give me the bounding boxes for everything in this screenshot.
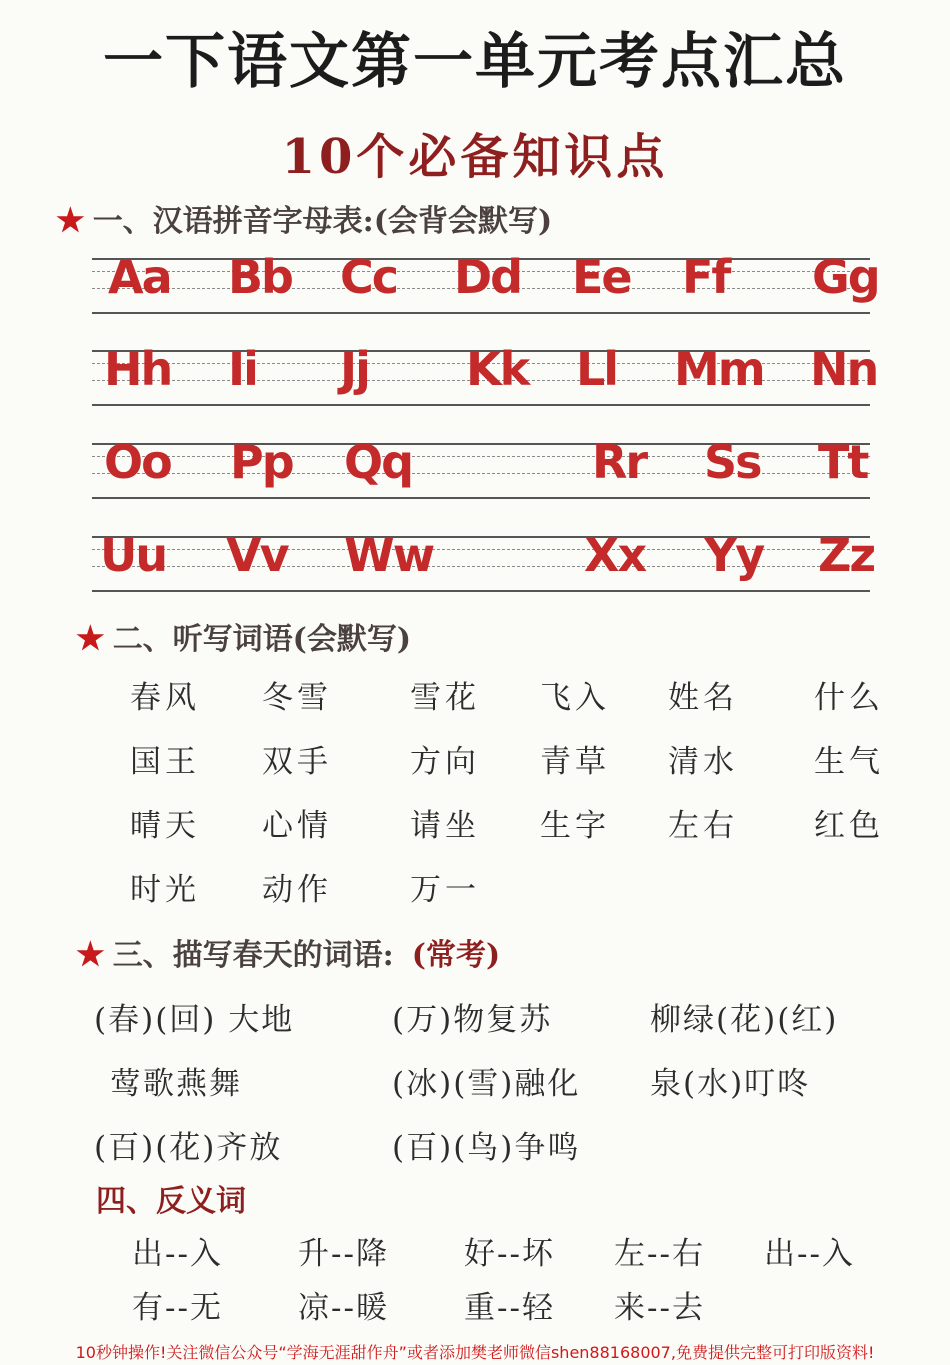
- dictation-word: 请坐: [410, 808, 480, 844]
- ruled-line: [92, 497, 870, 499]
- alphabet-letter: Hh: [104, 342, 172, 396]
- section-1-title: 一、汉语拼音字母表:(会背会默写): [92, 204, 553, 239]
- antonym-pair: 出--入: [132, 1236, 223, 1272]
- alphabet-letter: Ii: [228, 342, 257, 396]
- section-3-note: (常考): [411, 938, 501, 973]
- alphabet-letter: Yy: [704, 528, 764, 582]
- antonym-pair: 左--右: [614, 1236, 705, 1272]
- alphabet-letter: Ee: [572, 250, 631, 304]
- dictation-word: 晴天: [130, 808, 200, 844]
- alphabet-letter: Tt: [818, 435, 868, 489]
- spring-phrase: 泉(水)叮咚: [650, 1066, 811, 1102]
- alphabet-letter: Aa: [108, 250, 171, 304]
- star-icon: ★: [76, 619, 105, 657]
- dictation-word: 冬雪: [262, 680, 332, 716]
- spring-phrase: (百)(花)齐放: [94, 1130, 283, 1166]
- alphabet-letter: Ff: [682, 250, 730, 304]
- antonym-pair: 有--无: [132, 1290, 223, 1326]
- dictation-word: 春风: [130, 680, 200, 716]
- star-icon: ★: [56, 201, 85, 239]
- alphabet-letter: Qq: [344, 435, 413, 489]
- dictation-word: 万一: [410, 872, 480, 908]
- section-3-title: 三、描写春天的词语:: [112, 938, 394, 973]
- dictation-word: 红色: [814, 808, 884, 844]
- section-1-heading: [56, 196, 552, 240]
- alphabet-letter: Vv: [226, 528, 288, 582]
- dictation-word: 青草: [540, 744, 610, 780]
- dictation-word: 方向: [410, 744, 480, 780]
- alphabet-letter: Cc: [340, 250, 398, 304]
- ruled-line: [92, 312, 870, 314]
- dictation-word: 生字: [540, 808, 610, 844]
- alphabet-letter: Rr: [592, 435, 647, 489]
- antonym-pair: 重--轻: [464, 1290, 555, 1326]
- dictation-word: 飞入: [540, 680, 610, 716]
- antonym-pair: 来--去: [614, 1290, 705, 1326]
- antonym-pair: 出--入: [764, 1236, 855, 1272]
- star-icon: ★: [76, 935, 105, 973]
- page-subtitle: 10个必备知识点: [281, 129, 669, 185]
- dictation-word: 心情: [262, 808, 332, 844]
- dictation-word: 雪花: [410, 680, 480, 716]
- spring-phrase: (冰)(雪)融化: [392, 1066, 581, 1102]
- section-2-title: 二、听写词语(会默写): [112, 622, 412, 657]
- alphabet-letter: Dd: [454, 250, 522, 304]
- section-2-heading: [76, 614, 411, 658]
- alphabet-letter: Uu: [100, 528, 167, 582]
- alphabet-letter: Mm: [674, 342, 764, 396]
- alphabet-letter: Jj: [340, 342, 369, 396]
- ruled-line: [92, 590, 870, 592]
- dictation-word: 时光: [130, 872, 200, 908]
- spring-phrase: (百)(鸟)争鸣: [392, 1130, 581, 1166]
- antonym-pair: 凉--暖: [298, 1290, 389, 1326]
- alphabet-letter: Xx: [584, 528, 646, 582]
- antonym-pair: 好--坏: [464, 1236, 555, 1272]
- dictation-word: 左右: [668, 808, 738, 844]
- dictation-word: 什么: [814, 680, 884, 716]
- alphabet-letter: Gg: [812, 250, 879, 304]
- footer-promo-text: 10秒钟操作!关注微信公众号“学海无涯甜作舟”或者添加樊老师微信shen88168007,免费提供完整可打印版资料!: [75, 1343, 875, 1362]
- dictation-word: 生气: [814, 744, 884, 780]
- dictation-word: 动作: [262, 872, 332, 908]
- section-3-heading: [76, 930, 500, 974]
- dictation-word: 双手: [262, 744, 332, 780]
- alphabet-letter: Oo: [104, 435, 171, 489]
- section-4-heading: 四、反义词: [96, 1184, 246, 1219]
- alphabet-letter: Kk: [466, 342, 529, 396]
- spring-phrase: 柳绿(花)(红): [650, 1002, 839, 1038]
- dictation-word: 国王: [130, 744, 200, 780]
- spring-phrase: (万)物复苏: [392, 1002, 553, 1038]
- dictation-word: 清水: [668, 744, 738, 780]
- alphabet-letter: Ll: [576, 342, 618, 396]
- alphabet-letter: Zz: [818, 528, 875, 582]
- alphabet-letter: Pp: [230, 435, 293, 489]
- antonym-pair: 升--降: [298, 1236, 389, 1272]
- alphabet-letter: Ss: [704, 435, 761, 489]
- alphabet-letter: Nn: [810, 342, 878, 396]
- alphabet-letter: Bb: [228, 250, 292, 304]
- spring-phrase: 莺歌燕舞: [110, 1066, 242, 1102]
- ruled-line: [92, 404, 870, 406]
- dictation-word: 姓名: [668, 680, 738, 716]
- spring-phrase: (春)(回) 大地: [94, 1002, 295, 1038]
- page-title: 一下语文第一单元考点汇总: [103, 27, 847, 97]
- alphabet-letter: Ww: [344, 528, 434, 582]
